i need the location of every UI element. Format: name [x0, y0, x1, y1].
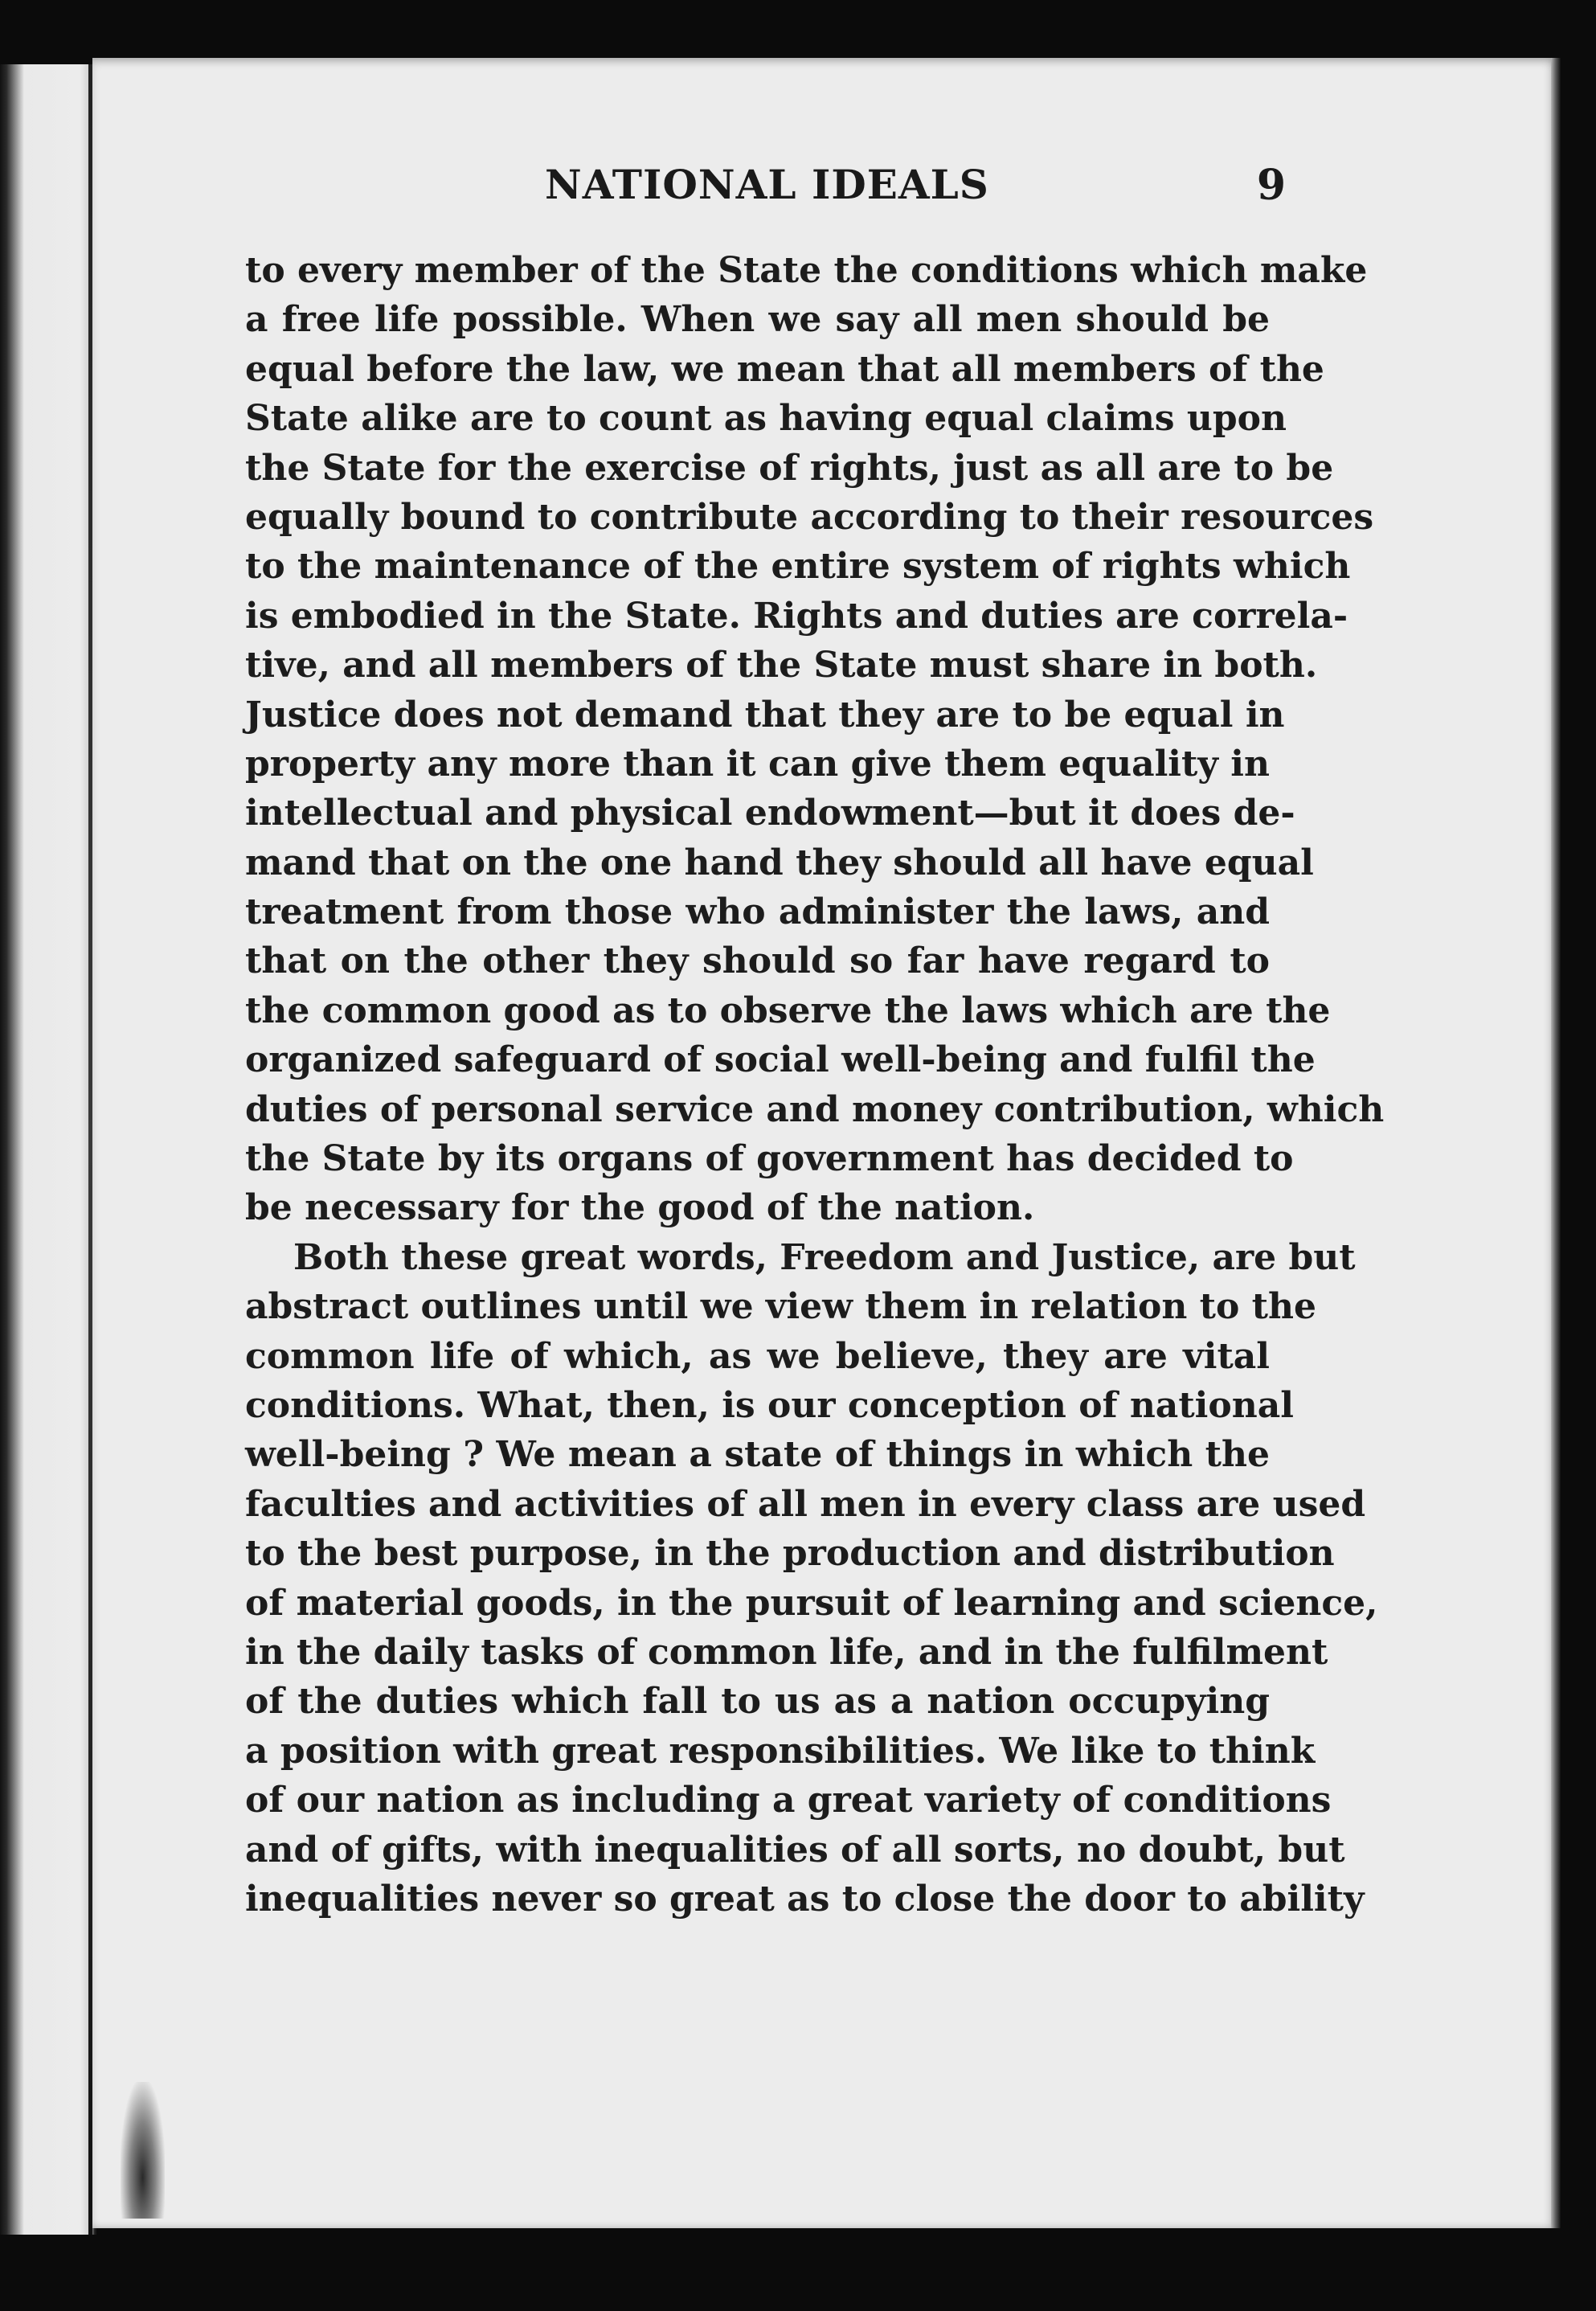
text-line: faculties and activities of all men in every class are used — [245, 1483, 1366, 1525]
page-number: 9 — [1256, 161, 1286, 210]
text-line: the State by its organs of government has decided to — [245, 1138, 1294, 1180]
text-line: to every member of the State the conditions which make — [245, 250, 1368, 291]
text-line: Justice does not demand that they are to be equal in — [245, 694, 1285, 736]
text-line: of our nation as including a great variety of conditions — [245, 1780, 1332, 1821]
text-line: of material goods, in the pursuit of learning and science, — [245, 1582, 1378, 1624]
text-line: a free life possible. When we say all men should be — [245, 299, 1270, 341]
scan-smudge — [121, 2082, 165, 2219]
book-spine — [88, 64, 92, 2235]
text-line: in the daily tasks of common life, and in the fulfilment — [245, 1631, 1328, 1673]
page-right-edge — [1551, 58, 1561, 2228]
text-line: common life of which, as we believe, they are vital — [245, 1335, 1270, 1377]
body-text — [245, 246, 1385, 1924]
text-line: equal before the law, we mean that all members of the — [245, 348, 1324, 390]
text-line: State alike are to count as having equal claims upon — [245, 398, 1287, 440]
text-line: is embodied in the State. Rights and duties are correla- — [245, 595, 1348, 637]
text-line: equally bound to contribute according to their resources — [245, 496, 1374, 538]
text-line: a position with great responsibilities. We like to think — [245, 1730, 1316, 1772]
text-line: tive, and all members of the State must share in both. — [245, 645, 1318, 686]
text-line: and of gifts, with inequalities of all sorts, no doubt, but — [245, 1829, 1345, 1871]
text-line: well-being ? We mean a state of things in which the — [245, 1434, 1270, 1476]
running-title: NATIONAL IDEALS — [545, 161, 989, 208]
text-line: of the duties which fall to us as a nation occupying — [245, 1681, 1270, 1723]
text-line: that on the other they should so far have regard to — [245, 940, 1270, 982]
text-line: to the best purpose, in the production and distribution — [245, 1533, 1335, 1575]
text-line: Both these great words, Freedom and Justice, are but — [293, 1236, 1356, 1278]
text-line: to the maintenance of the entire system of rights which — [245, 546, 1351, 588]
text-line: property any more than it can give them equality in — [245, 743, 1270, 785]
text-line: the common good as to observe the laws which are the — [245, 990, 1331, 1031]
text-line: conditions. What, then, is our conception of national — [245, 1384, 1294, 1426]
text-line: intellectual and physical endowment—but it does de- — [245, 793, 1295, 834]
text-line: the State for the exercise of rights, just as all are to be — [245, 447, 1334, 489]
text-line: organized safeguard of social well-being and fulfil the — [245, 1039, 1316, 1081]
facing-page-edge — [0, 64, 96, 2235]
text-line: mand that on the one hand they should all have equal — [245, 842, 1314, 883]
text-line: inequalities never so great as to close the door to ability — [245, 1878, 1365, 1920]
text-line: duties of personal service and money contribution, which — [245, 1088, 1385, 1130]
text-line: be necessary for the good of the nation. — [245, 1187, 1035, 1229]
text-line: treatment from those who administer the laws, and — [245, 891, 1270, 933]
running-head — [241, 161, 1286, 225]
text-line: abstract outlines until we view them in relation to the — [245, 1286, 1316, 1328]
